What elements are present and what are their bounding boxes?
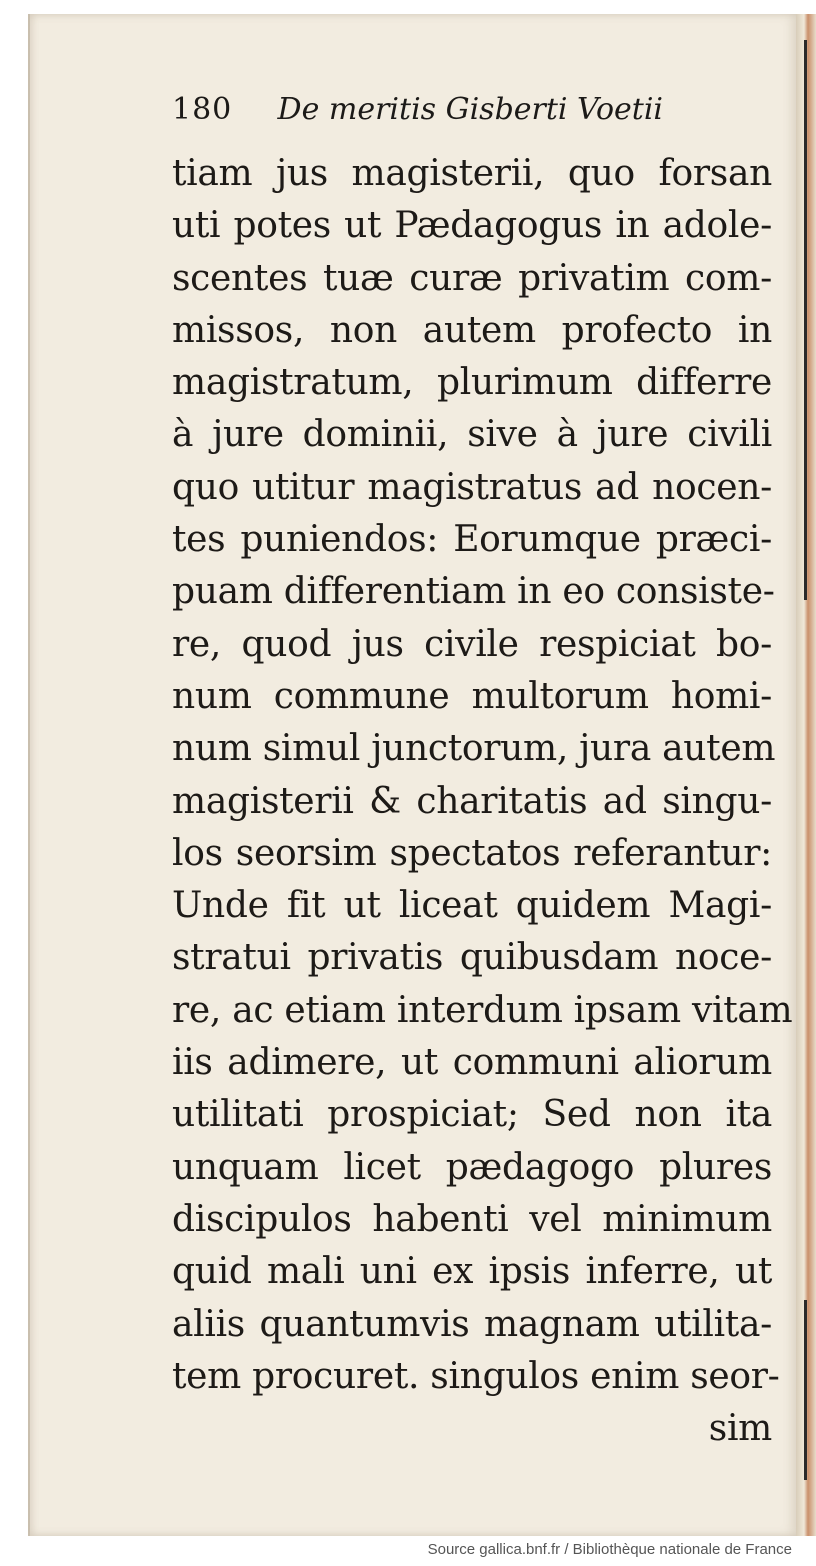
text-line: unquam licet pædagogo plures	[172, 1146, 772, 1188]
text-line: scentes tuæ curæ privatim com-	[172, 257, 772, 299]
running-header	[172, 92, 772, 136]
text-line: magisterii & charitatis ad singu-	[172, 780, 772, 822]
catchword: sim	[708, 1408, 772, 1450]
text-line: tes puniendos: Eorumque præci-	[172, 519, 772, 561]
page-number: 180	[172, 92, 233, 127]
text-line: aliis quantumvis magnam utilita-	[172, 1303, 772, 1345]
text-line: los seorsim spectatos referantur:	[172, 832, 772, 874]
text-line: tem procuret. singulos enim seor-	[172, 1355, 780, 1397]
text-line: uti potes ut Pædagogus in adole-	[172, 205, 772, 247]
running-title: De meritis Gisberti Voetii	[277, 92, 664, 127]
body-text	[172, 148, 793, 1455]
text-line: discipulos habenti vel minimum	[172, 1198, 772, 1240]
text-line: num commune multorum homi-	[172, 675, 772, 717]
text-line: utilitati prospiciat; Sed non ita	[172, 1094, 772, 1136]
text-line: num simul junctorum, jura autem	[172, 728, 776, 770]
text-line: re, quod jus civile respiciat bo-	[172, 623, 772, 665]
page-edge-mark	[804, 40, 807, 600]
page-edge-mark	[804, 1300, 807, 1480]
text-line: re, ac etiam interdum ipsam vitam	[172, 989, 793, 1031]
text-line: Unde fit ut liceat quidem Magi-	[172, 885, 772, 927]
text-line: iis adimere, ut communi aliorum	[172, 1042, 772, 1084]
text-line: quid mali uni ex ipsis inferre, ut	[172, 1251, 772, 1293]
text-line: quo utitur magistratus ad nocen-	[172, 466, 772, 508]
text-line: stratui privatis quibusdam noce-	[172, 937, 772, 979]
text-line: missos, non autem profecto in	[172, 309, 772, 351]
source-credit: Source gallica.bnf.fr / Bibliothèque nationale de France	[427, 1541, 792, 1558]
text-line: tiam jus magisterii, quo forsan	[172, 153, 772, 194]
text-line: magistratum, plurimum differre	[172, 362, 772, 404]
text-line: à jure dominii, sive à jure civili	[172, 414, 772, 456]
text-line: puam differentiam in eo consiste-	[172, 571, 775, 613]
